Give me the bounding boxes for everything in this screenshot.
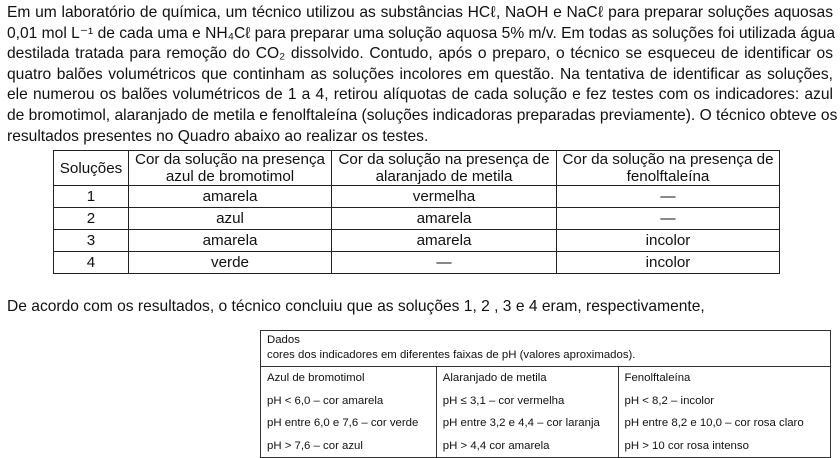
intro-line: 0,01 mol L⁻¹ de cada uma e NH₄Cℓ para preparar uma solução aquosa 5% m/v. Em todas as soluções foi utilizada água	[7, 24, 836, 42]
dados-table	[260, 330, 831, 458]
cell-alaranjado: vermelha	[332, 186, 557, 208]
dados-column-fenolftaleina	[618, 367, 831, 458]
dados-column-name: Fenolftaleína	[624, 372, 691, 384]
cell-bromotimol: azul	[129, 208, 332, 230]
cell-fenolftaleina: incolor	[557, 230, 780, 252]
dados-item: pH < 6,0 – cor amarela	[267, 394, 384, 407]
cell-solution-number: 1	[54, 186, 129, 208]
dados-item: pH entre 3,2 e 4,4 – cor laranja	[442, 417, 600, 429]
header-fenolftaleina: Cor da solução na presença de fenolftaleína	[557, 151, 780, 186]
cell-bromotimol: amarela	[129, 186, 332, 208]
dados-column-alaranjado	[436, 367, 618, 458]
intro-line: resultados presentes no Quadro abaixo ao realizar os testes.	[7, 127, 429, 145]
dados-columns-row	[261, 367, 831, 458]
intro-line: Em um laboratório de química, um técnico utilizou as substâncias HCℓ, NaOH e NaCℓ para preparar soluções aquosas	[7, 4, 833, 21]
intro-line: destilada tratada para remoção do CO₂ dissolvido. Contudo, após o preparo, o técnico se esqueceu de identificar os	[7, 45, 833, 63]
cell-fenolftaleina: —	[557, 186, 780, 208]
results-header-row	[54, 151, 780, 186]
dados-header-row	[261, 331, 831, 367]
dados-item: pH > 4,4 cor amarela	[442, 439, 550, 452]
cell-alaranjado: amarela	[332, 230, 557, 252]
cell-fenolftaleina: —	[557, 208, 780, 230]
header-bromotimol: Cor da solução na presença azul de bromotimol	[129, 151, 332, 186]
cell-bromotimol: amarela	[129, 230, 332, 252]
cell-solution-number: 4	[54, 252, 129, 274]
header-solucoes: Soluções	[54, 151, 129, 186]
cell-fenolftaleina: incolor	[557, 252, 780, 274]
cell-alaranjado: —	[332, 252, 557, 274]
intro-line: ele numerou os balões volumétricos de 1 a 4, retirou alíquotas de cada solução e fez testes com os indicadores: azul	[7, 86, 833, 104]
dados-item: pH ≤ 3,1 – cor vermelha	[442, 394, 565, 407]
dados-column-name: Azul de bromotimol	[267, 372, 365, 384]
dados-item: pH > 7,6 – cor azul	[267, 439, 363, 452]
cell-alaranjado: amarela	[332, 208, 557, 230]
dados-subtitle: cores dos indicadores em diferentes faixas de pH (valores aproximados).	[267, 349, 636, 361]
table-row	[54, 230, 780, 252]
dados-item: pH entre 6,0 e 7,6 – cor verde	[267, 417, 419, 429]
dados-column-bromotimol	[261, 367, 437, 458]
dados-item: pH < 8,2 – incolor	[624, 394, 715, 407]
intro-paragraph	[7, 3, 838, 147]
dados-item: pH > 10 cor rosa intenso	[624, 439, 749, 452]
dados-column-name: Alaranjado de metila	[442, 372, 547, 384]
table-row	[54, 186, 780, 208]
dados-item: pH entre 8,2 e 10,0 – cor rosa claro	[624, 417, 804, 429]
cell-bromotimol: verde	[129, 252, 332, 274]
table-row	[54, 208, 780, 230]
cell-solution-number: 2	[54, 208, 129, 230]
cell-solution-number: 3	[54, 230, 129, 252]
question-text: De acordo com os resultados, o técnico concluiu que as soluções 1, 2 , 3 e 4 eram, respectivamente,	[7, 298, 705, 315]
dados-title: Dados	[267, 334, 300, 346]
results-table	[53, 150, 780, 274]
table-row	[54, 252, 780, 274]
dados-header	[261, 331, 831, 367]
header-alaranjado: Cor da solução na presença de alaranjado de metila	[332, 151, 557, 186]
intro-line: quatro balões volumétricos que continham as soluções incolores em questão. Na tentativa de identificar as soluções,	[7, 65, 833, 83]
intro-line: de bromotimol, alaranjado de metila e fenolftaleína (soluções indicadoras preparadas previamente). O técnico obteve os	[7, 106, 838, 124]
